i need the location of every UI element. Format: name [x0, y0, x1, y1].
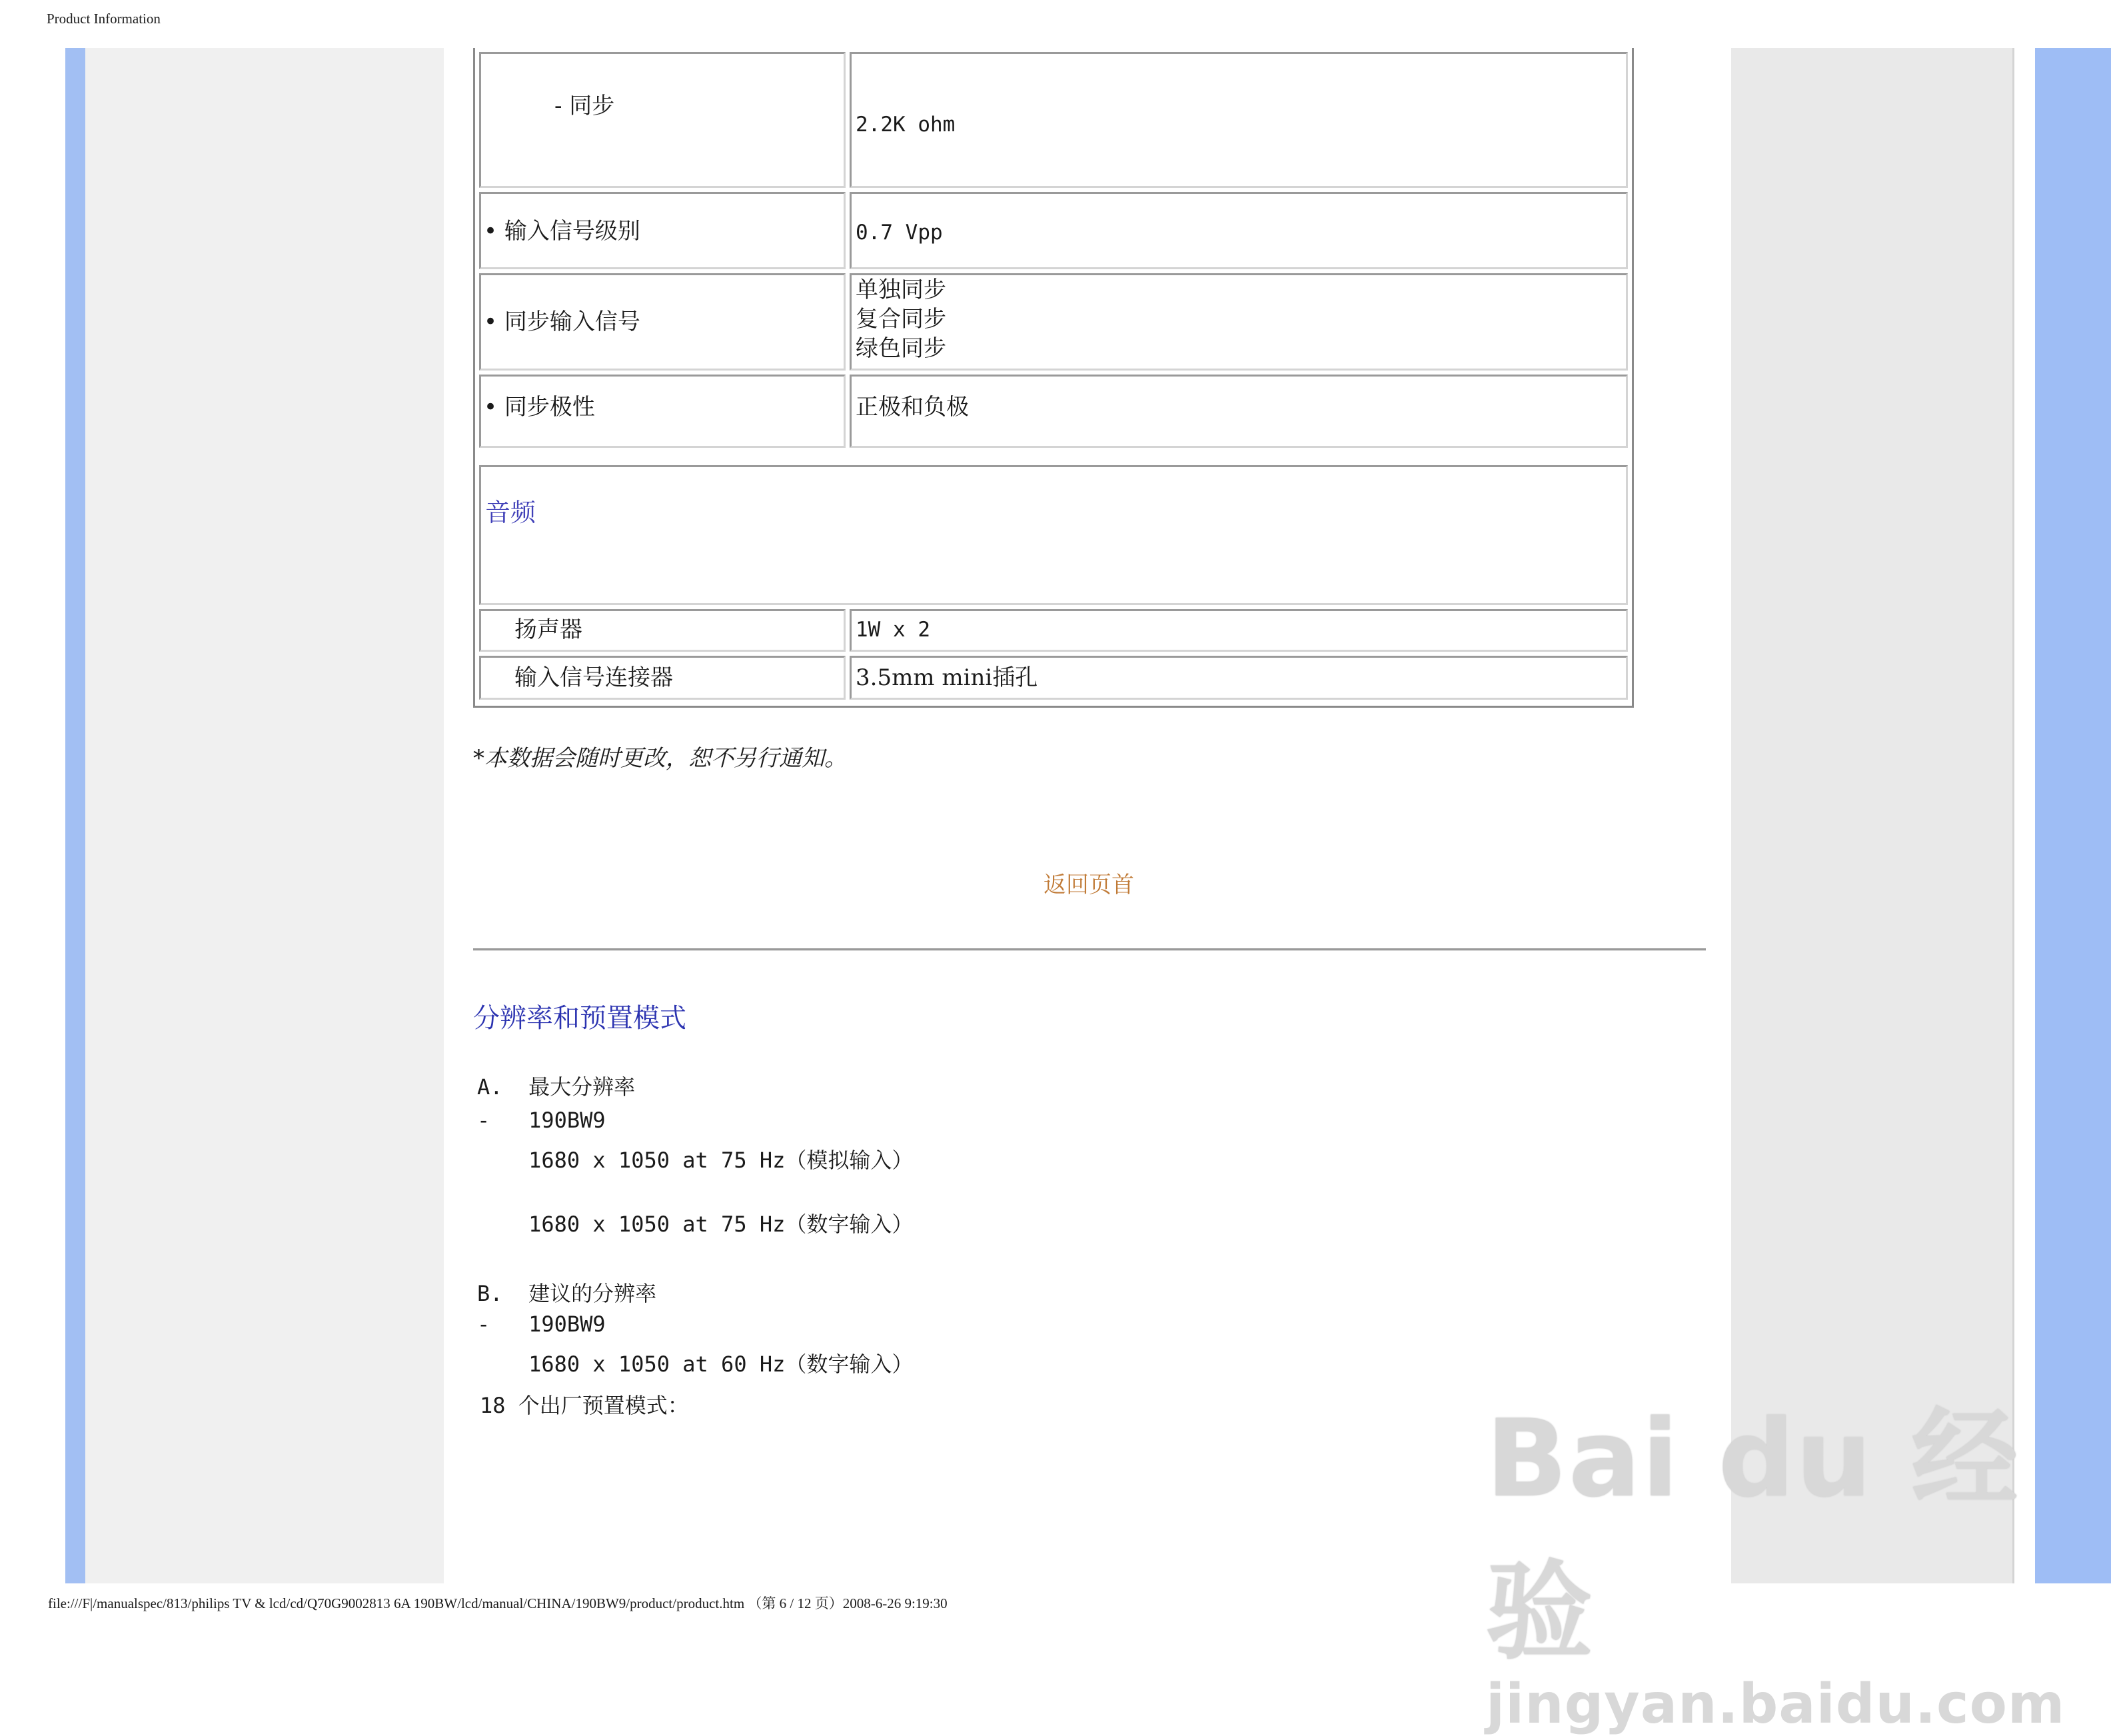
page-header-title: Product Information: [47, 11, 161, 27]
spec-label-cell: [479, 375, 846, 448]
section-line: 1680 x 1050 at 75 Hz（数字输入）: [477, 1212, 914, 1237]
spec-label: - 同步: [554, 93, 615, 119]
spec-value-cell: [850, 192, 1628, 269]
section-line: 18 个出厂预置模式：: [480, 1393, 689, 1418]
spec-value: 正极和负极: [856, 394, 969, 421]
back-to-top-link[interactable]: 返回页首: [1044, 872, 1134, 898]
baidu-watermark: [1486, 1373, 2111, 1736]
section-line: 1680 x 1050 at 75 Hz（模拟输入）: [477, 1148, 914, 1173]
spec-label: 扬声器: [514, 616, 582, 643]
spec-value-cell: [850, 375, 1628, 448]
spec-value-line: 绿色同步: [856, 335, 946, 362]
right-sidebar: [1731, 48, 2012, 1583]
spec-label-cell: [479, 273, 846, 371]
right-frame-bar: [2035, 48, 2111, 1583]
spec-value: 3.5mm mini插孔: [856, 664, 1038, 691]
section-line: - 190BW9: [477, 1108, 606, 1133]
spec-label: 输入信号连接器: [514, 664, 673, 691]
section-line: 1680 x 1050 at 60 Hz（数字输入）: [477, 1351, 914, 1377]
left-sidebar: [85, 48, 444, 1583]
audio-section-title: 音频: [485, 498, 536, 527]
audio-section-cell: [479, 465, 1628, 605]
spec-label: • 输入信号级别: [484, 218, 640, 245]
spec-value: 2.2K ohm: [856, 113, 956, 137]
spec-value-cell: [850, 609, 1628, 652]
section-heading: 分辨率和预置模式: [473, 1003, 686, 1034]
spec-label-cell: [479, 52, 846, 188]
spec-value-cell: [850, 273, 1628, 371]
section-divider: [473, 948, 1706, 951]
right-divider: [2012, 48, 2014, 1583]
spec-value: 0.7 Vpp: [856, 221, 943, 245]
spec-value-line: 单独同步: [856, 277, 946, 303]
spec-label: • 同步极性: [484, 394, 595, 421]
spec-value-cell: [850, 656, 1628, 700]
spec-label-cell: [479, 656, 846, 700]
section-line: B. 建议的分辨率: [477, 1281, 657, 1306]
disclaimer-note: *本数据会随时更改，恕不另行通知。: [473, 745, 847, 772]
spec-value: 1W x 2: [856, 618, 930, 642]
watermark-brand: Bai du 经验: [1486, 1396, 2020, 1674]
spec-value-line: 复合同步: [856, 306, 946, 333]
left-frame-bar: [65, 48, 85, 1583]
spec-label-cell: [479, 609, 846, 652]
spec-label-cell: [479, 192, 846, 269]
page-footer-path: file:///F|/manualspec/813/philips TV & lcd/cd/Q70G9002813 6A 190BW/lcd/manual/CHINA/190BW9/product/product.htm （第 6 / 12 页）2008-6-26 9:19:30: [48, 1595, 948, 1611]
spec-value-cell: [850, 52, 1628, 188]
section-line: A. 最大分辨率: [477, 1074, 636, 1100]
section-line: - 190BW9: [477, 1311, 606, 1337]
spec-table: [473, 48, 1634, 708]
spec-label: • 同步输入信号: [484, 309, 640, 335]
watermark-url: jingyan.baidu.com: [1486, 1673, 2066, 1736]
